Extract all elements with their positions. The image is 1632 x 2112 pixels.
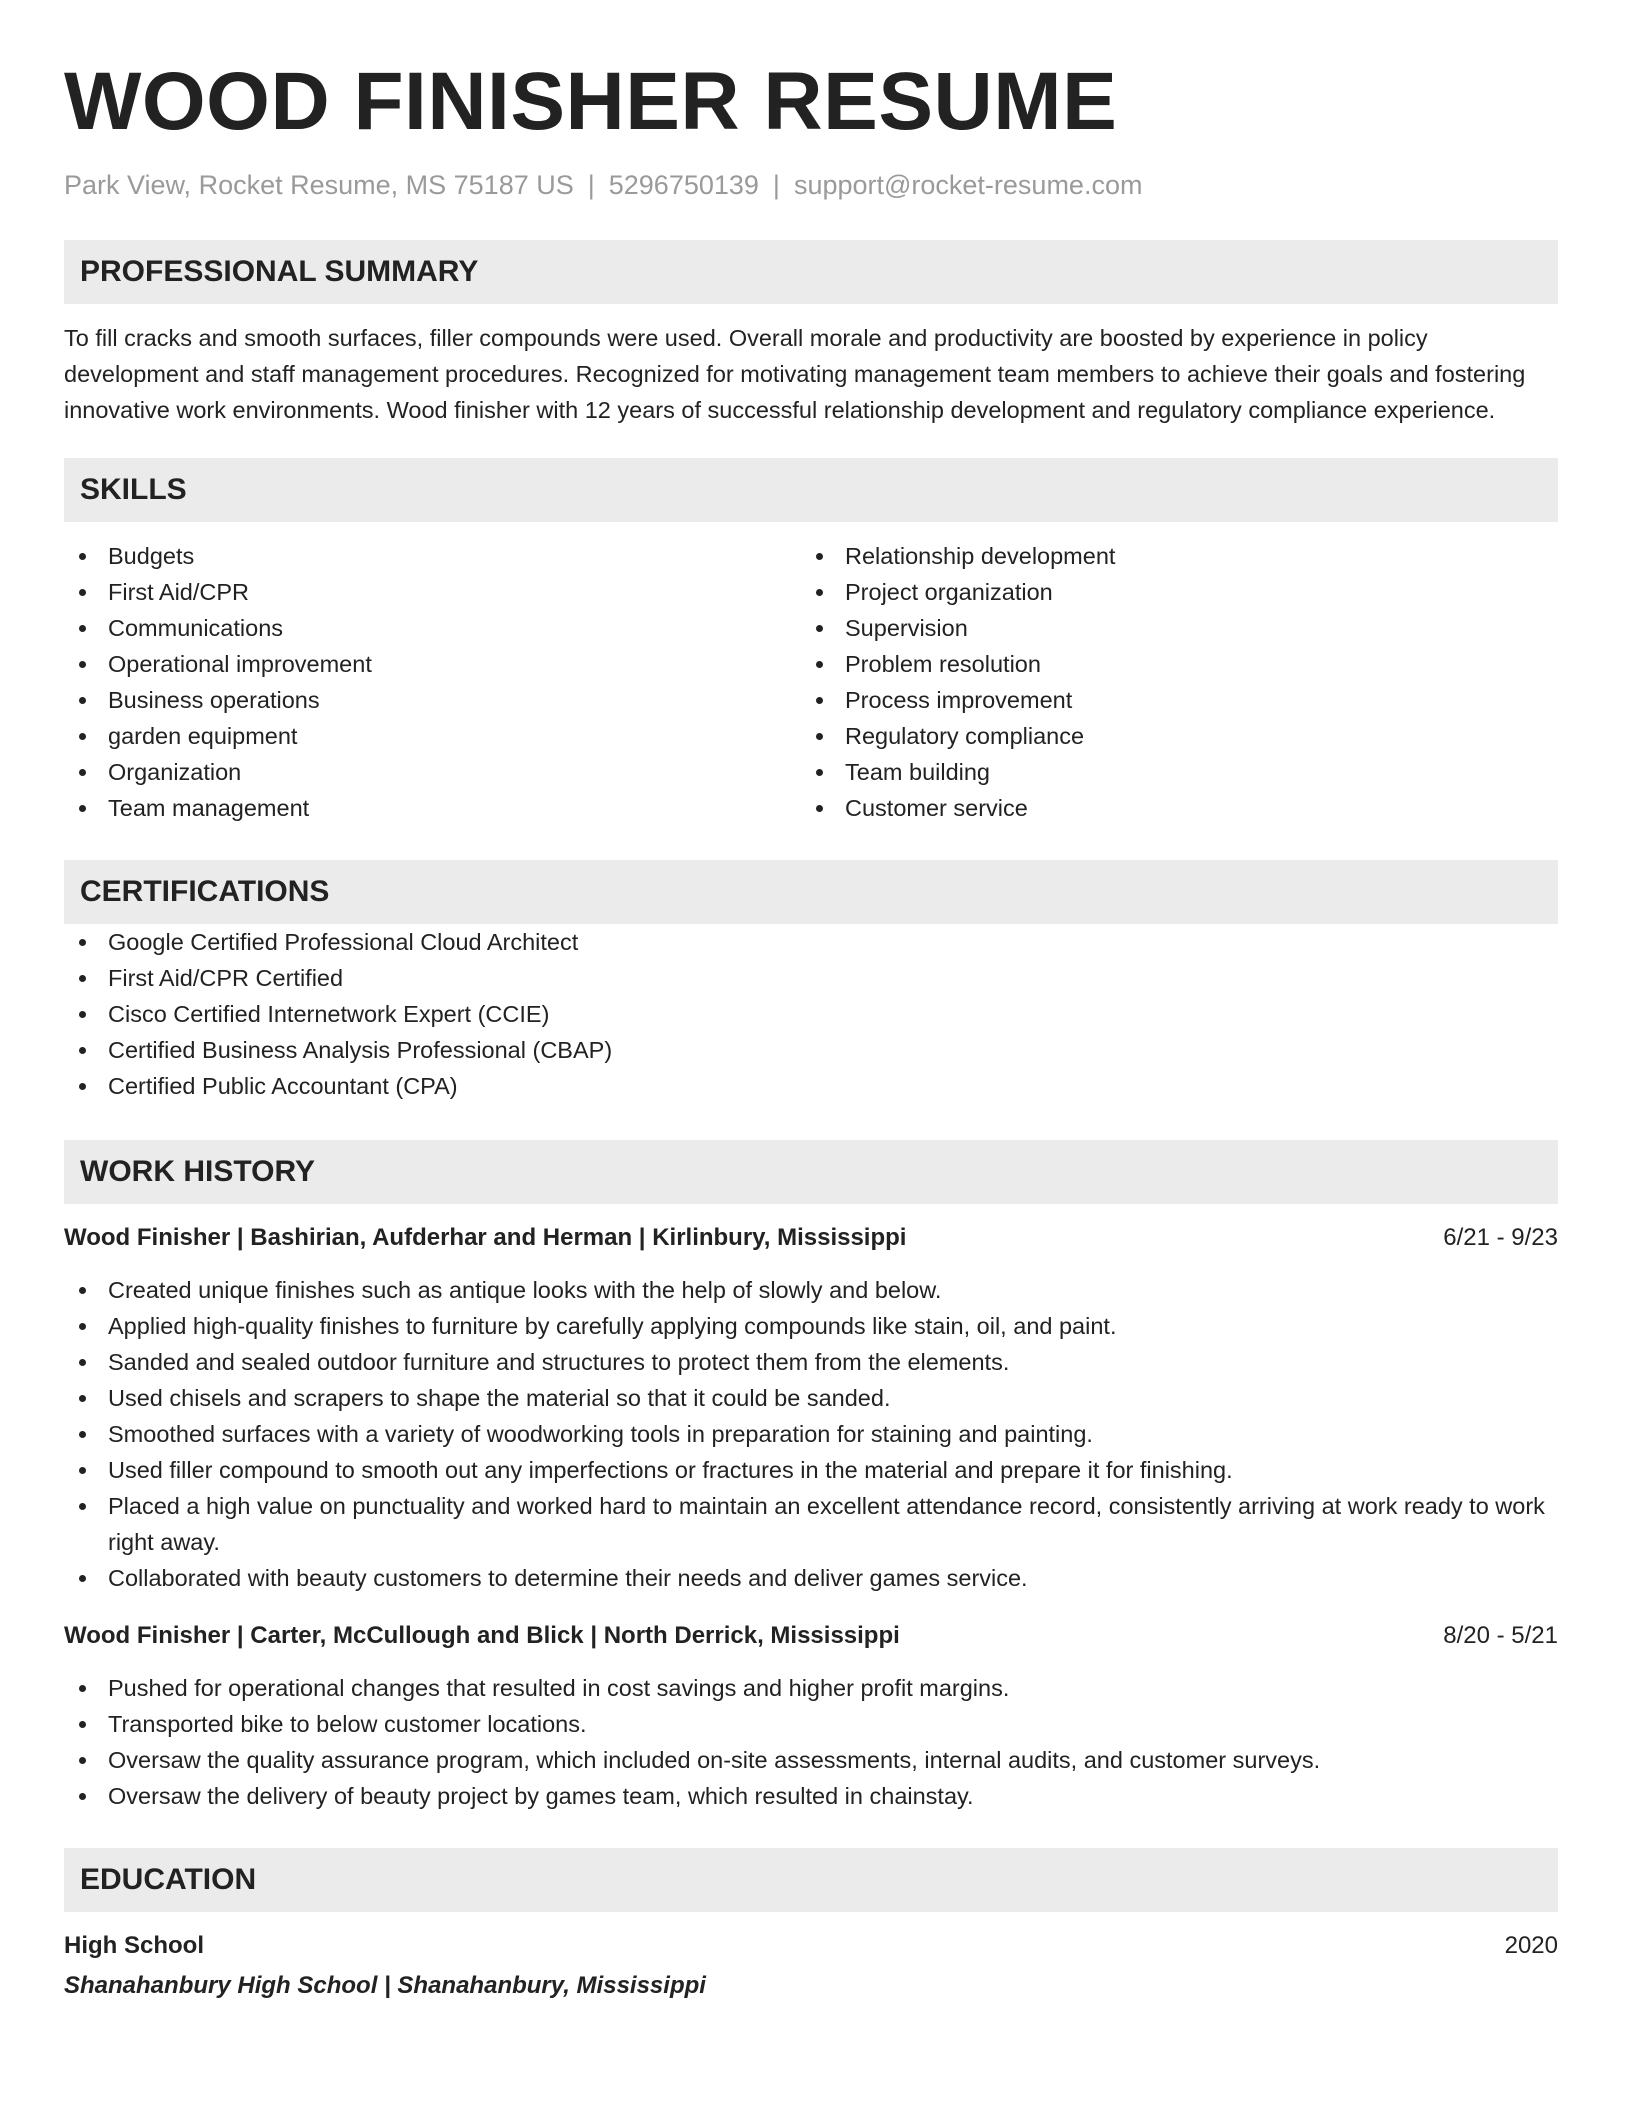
contact-line — [64, 168, 1558, 202]
certifications-heading: CERTIFICATIONS — [64, 860, 1558, 924]
contact-phone: 5296750139 — [608, 170, 759, 200]
skill-item: Business operations — [64, 682, 801, 718]
contact-email: support@rocket-resume.com — [793, 170, 1143, 200]
skills-column-right — [801, 538, 1538, 826]
skill-item: Problem resolution — [801, 646, 1538, 682]
job-duty-item: Applied high-quality finishes to furniture by carefully applying compounds like stain, oil, and paint. — [64, 1308, 1558, 1344]
job-duties — [64, 1272, 1558, 1596]
skill-item: Team management — [64, 790, 801, 826]
job-dates: 8/20 - 5/21 — [1443, 1622, 1558, 1649]
job-duty-item: Created unique finishes such as antique looks with the help of slowly and below. — [64, 1272, 1558, 1308]
resume-page — [64, 0, 1558, 2004]
work-history-heading: WORK HISTORY — [64, 1140, 1558, 1204]
skills-heading: SKILLS — [64, 458, 1558, 522]
job-title: Wood Finisher | Carter, McCullough and Blick | North Derrick, Mississippi — [64, 1622, 900, 1649]
job-duties — [64, 1670, 1558, 1814]
education-header — [64, 1928, 1558, 1964]
certification-item: Certified Public Accountant (CPA) — [64, 1068, 1558, 1104]
job-duty-item: Placed a high value on punctuality and worked hard to maintain an excellent attendance record, consistently arriving at work ready to work right away. — [64, 1488, 1558, 1560]
certifications-list — [64, 924, 1558, 1104]
job-duty-item: Pushed for operational changes that resulted in cost savings and higher profit margins. — [64, 1670, 1558, 1706]
job-entry — [64, 1220, 1558, 1596]
skill-item: Supervision — [801, 610, 1538, 646]
job-duty-item: Oversaw the delivery of beauty project by games team, which resulted in chainstay. — [64, 1778, 1558, 1814]
skills-column-left — [64, 538, 801, 826]
certification-item: Cisco Certified Internetwork Expert (CCIE) — [64, 996, 1558, 1032]
job-duty-item: Collaborated with beauty customers to determine their needs and deliver games service. — [64, 1560, 1558, 1596]
skill-item: Project organization — [801, 574, 1538, 610]
job-duty-item: Sanded and sealed outdoor furniture and structures to protect them from the elements. — [64, 1344, 1558, 1380]
skill-item: Customer service — [801, 790, 1538, 826]
job-duty-item: Oversaw the quality assurance program, which included on-site assessments, internal audits, and customer surveys. — [64, 1742, 1558, 1778]
page-title: WOOD FINISHER RESUME — [64, 56, 1118, 147]
education-school: Shanahanbury High School | Shanahanbury, Mississippi — [64, 1972, 706, 1999]
skills-list — [64, 538, 1558, 826]
certification-item: Certified Business Analysis Professional (CBAP) — [64, 1032, 1558, 1068]
skill-item: Relationship development — [801, 538, 1538, 574]
skill-item: Organization — [64, 754, 801, 790]
skill-item: Regulatory compliance — [801, 718, 1538, 754]
skill-item: Communications — [64, 610, 801, 646]
contact-separator: | — [587, 170, 595, 200]
job-duty-item: Used filler compound to smooth out any imperfections or fractures in the material and prepare it for finishing. — [64, 1452, 1558, 1488]
job-header — [64, 1220, 1558, 1256]
certification-item: First Aid/CPR Certified — [64, 960, 1558, 996]
summary-heading: PROFESSIONAL SUMMARY — [64, 240, 1558, 304]
skill-item: garden equipment — [64, 718, 801, 754]
job-duty-item: Smoothed surfaces with a variety of woodworking tools in preparation for staining and painting. — [64, 1416, 1558, 1452]
job-entry — [64, 1618, 1558, 1814]
skill-item: Team building — [801, 754, 1538, 790]
skill-item: Budgets — [64, 538, 801, 574]
contact-address: Park View, Rocket Resume, MS 75187 US — [64, 170, 574, 200]
education-heading: EDUCATION — [64, 1848, 1558, 1912]
skill-item: Process improvement — [801, 682, 1538, 718]
summary-text: To fill cracks and smooth surfaces, filler compounds were used. Overall morale and productivity are boosted by experience in policy development and staff management procedures. Recognized for motivating management team members to achieve their goals and fostering innovative work environments. Wood finisher with 12 years of successful relationship development and regulatory compliance experience. — [64, 325, 1526, 423]
education-degree: High School — [64, 1932, 204, 1959]
contact-separator: | — [772, 170, 780, 200]
certification-item: Google Certified Professional Cloud Architect — [64, 924, 1558, 960]
job-duty-item: Transported bike to below customer locations. — [64, 1706, 1558, 1742]
job-duty-item: Used chisels and scrapers to shape the material so that it could be sanded. — [64, 1380, 1558, 1416]
job-header — [64, 1618, 1558, 1654]
job-dates: 6/21 - 9/23 — [1443, 1224, 1558, 1251]
job-title: Wood Finisher | Bashirian, Aufderhar and Herman | Kirlinbury, Mississippi — [64, 1224, 907, 1251]
skill-item: Operational improvement — [64, 646, 801, 682]
skill-item: First Aid/CPR — [64, 574, 801, 610]
education-year: 2020 — [1504, 1932, 1558, 1959]
